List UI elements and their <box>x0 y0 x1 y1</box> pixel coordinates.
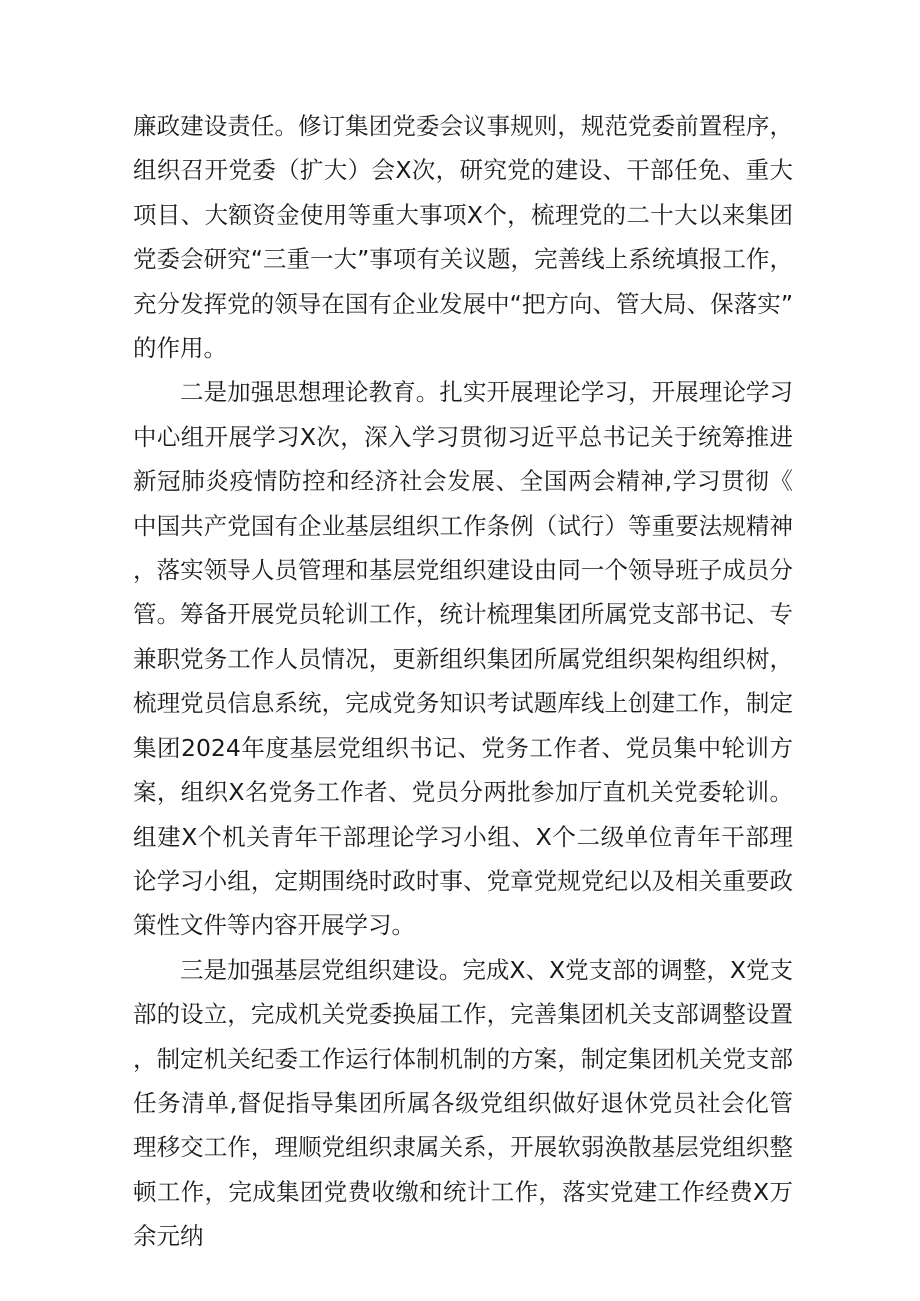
paragraph-continuation: 廉政建设责任。修订集团党委会议事规则，规范党委前置程序，组织召开党委（扩大）会X次，研究党的建设、干部任免、重大项目、大额资金使用等重大事项X个，梳理党的二十大以来集团党委会研究“三重一大”事项有关议题，完善线上系统填报工作，充分发挥党的领导在国有企业发展中“把方向、管大局、保落实”的作用。 <box>133 112 793 363</box>
paragraph-grassroots-organization: 三是加强基层党组织建设。完成X、X党支部的调整，X党支部的设立，完成机关党委换届工作，完善集团机关支部调整设置，制定机关纪委工作运行体制机制的方案，制定集团机关党支部任务清单,督促指导集团所属各级党组织做好退休党员社会化管理移交工作，理顺党组织隶属关系，开展软弱涣散基层党组织整顿工作，完成集团党费收缴和统计工作，落实党建工作经费X万余元纳 <box>133 955 793 1251</box>
document-body <box>133 104 793 1259</box>
paragraph-theory-education: 二是加强思想理论教育。扎实开展理论学习，开展理论学习中心组开展学习X次，深入学习贯彻习近平总书记关于统筹推进新冠肺炎疫情防控和经济社会发展、全国两会精神,学习贯彻《中国共产党国有企业基层组织工作条例（试行）等重要法规精神，落实领导人员管理和基层党组织建设由同一个领导班子成员分管。筹备开展党员轮训工作，统计梳理集团所属党支部书记、专兼职党务工作人员情况，更新组织集团所属党组织架构组织树，梳理党员信息系统，完成党务知识考试题库线上创建工作，制定集团2024年度基层党组织书记、党务工作者、党员集中轮训方案，组织X名党务工作者、党员分两批参加厅直机关党委轮训。组建X个机关青年干部理论学习小组、X个二级单位青年干部理论学习小组，定期围绕时政时事、党章党规党纪以及相关重要政策性文件等内容开展学习。 <box>133 378 793 940</box>
